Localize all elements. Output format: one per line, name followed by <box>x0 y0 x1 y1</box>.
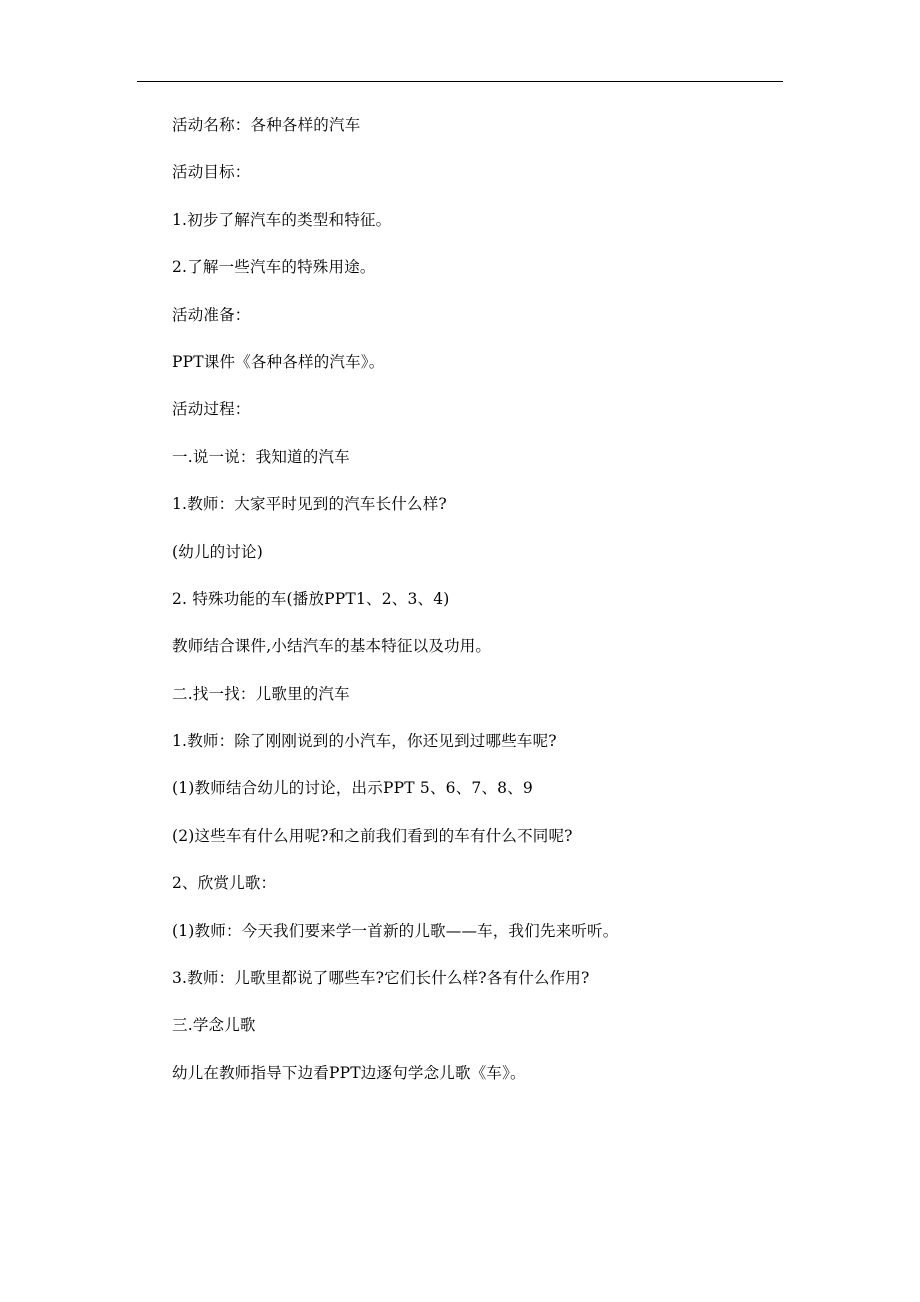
preparation-heading: 活动准备： <box>172 305 251 324</box>
paragraph: 1.教师：除了刚刚说到的小汽车，你还见到过哪些车呢? <box>172 732 557 751</box>
paragraph: 幼儿在教师指导下边看PPT边逐句学念儿歌《车》。 <box>172 1063 526 1082</box>
goals-heading: 活动目标： <box>172 163 251 182</box>
paragraph: 3.教师：儿歌里都说了哪些车?它们长什么样?各有什么作用? <box>172 969 590 988</box>
section-heading: 二.找一找：儿歌里的汽车 <box>172 684 350 703</box>
preparation-item: PPT课件《各种各样的汽车》。 <box>172 352 385 371</box>
paragraph: (幼儿的讨论) <box>172 542 263 561</box>
document-body <box>172 110 772 1105</box>
process-heading: 活动过程： <box>172 400 251 419</box>
header-rule <box>137 81 783 82</box>
paragraph: (2)这些车有什么用呢?和之前我们看到的车有什么不同呢? <box>172 826 573 845</box>
paragraph: 2. 特殊功能的车(播放PPT1、2、3、4) <box>172 589 450 608</box>
paragraph: (1)教师结合幼儿的讨论，出示PPT 5、6、7、8、9 <box>172 779 533 798</box>
paragraph: 2、欣赏儿歌： <box>172 874 277 893</box>
paragraph: 教师结合课件,小结汽车的基本特征以及功用。 <box>172 637 492 656</box>
goal-item: 2.了解一些汽车的特殊用途。 <box>172 258 376 277</box>
goal-item: 1.初步了解汽车的类型和特征。 <box>172 210 392 229</box>
paragraph: (1)教师：今天我们要来学一首新的儿歌——车，我们先来听听。 <box>172 921 619 940</box>
activity-name: 活动名称：各种各样的汽车 <box>172 116 361 134</box>
section-heading: 三.学念儿歌 <box>172 1016 256 1035</box>
section-heading: 一.说一说：我知道的汽车 <box>172 447 350 466</box>
paragraph: 1.教师：大家平时见到的汽车长什么样? <box>172 495 447 514</box>
